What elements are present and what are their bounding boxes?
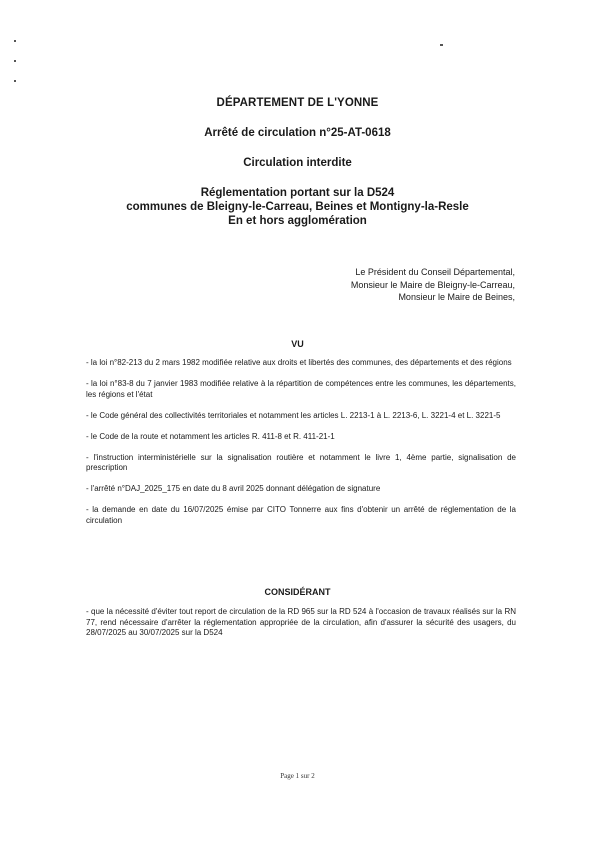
vu-item: - le Code général des collectivités territoriales et notamment les articles L. 2213-1 à L. 2213-6, L. 3221-4 et L. 3221-5 <box>86 410 501 420</box>
authority-block <box>351 266 515 304</box>
considerant-item: - que la nécessité d'éviter tout report de circulation de la RD 965 sur la RD 524 à l'occasion de travaux réalisés sur la RN 77, rend nécessaire d'arrêter la réglementation appropriée de la circulation, afin d'assurer la sécurité des usagers, du 28/07/2025 au 30/07/2025 sur la D524 <box>86 607 516 637</box>
vu-item: - l'arrêté n°DAJ_2025_175 en date du 8 avril 2025 donnant délégation de signature <box>86 484 381 493</box>
arrete-number: Arrêté de circulation n°25-AT-0618 <box>204 127 391 139</box>
vu-item: - la loi n°82-213 du 2 mars 1982 modifiée relative aux droits et libertés des communes, des départements et des régions <box>86 358 512 367</box>
department-heading: DÉPARTEMENT DE L'YONNE <box>216 97 379 109</box>
scan-speck <box>14 60 16 62</box>
regulation-line: En et hors agglomération <box>228 215 367 227</box>
vu-heading: VU <box>291 339 304 349</box>
circulation-type: Circulation interdite <box>243 157 352 169</box>
scan-speck <box>14 80 16 82</box>
vu-item: - l'instruction interministérielle sur la signalisation routière et notamment le livre 1, 4ème partie, signalisation de prescription <box>86 452 516 472</box>
page-footer: Page 1 sur 2 <box>280 772 315 780</box>
vu-item: - la loi n°83-8 du 7 janvier 1983 modifiée relative à la répartition de compétences entre les communes, les départements, les régions et l'état <box>86 379 516 399</box>
vu-list <box>86 358 516 537</box>
authority-line: Monsieur le Maire de Beines, <box>398 292 515 302</box>
vu-item: - la demande en date du 16/07/2025 émise par CITO Tonnerre aux fins d'obtenir un arrêté de réglementation de la circulation <box>86 505 516 525</box>
regulation-line: Réglementation portant sur la D524 <box>200 187 395 199</box>
scan-speck <box>14 40 16 42</box>
authority-line: Monsieur le Maire de Bleigny-le-Carreau, <box>350 279 515 290</box>
regulation-line: communes de Bleigny-le-Carreau, Beines et Montigny-la-Resle <box>126 201 469 213</box>
considerant-heading: CONSIDÉRANT <box>264 587 331 597</box>
scan-speck <box>440 44 443 46</box>
considerant-list <box>86 607 516 649</box>
vu-item: - le Code de la route et notamment les articles R. 411-8 et R. 411-21-1 <box>86 431 335 441</box>
authority-line: Le Président du Conseil Départemental, <box>355 267 515 277</box>
regulation-block <box>0 186 595 228</box>
